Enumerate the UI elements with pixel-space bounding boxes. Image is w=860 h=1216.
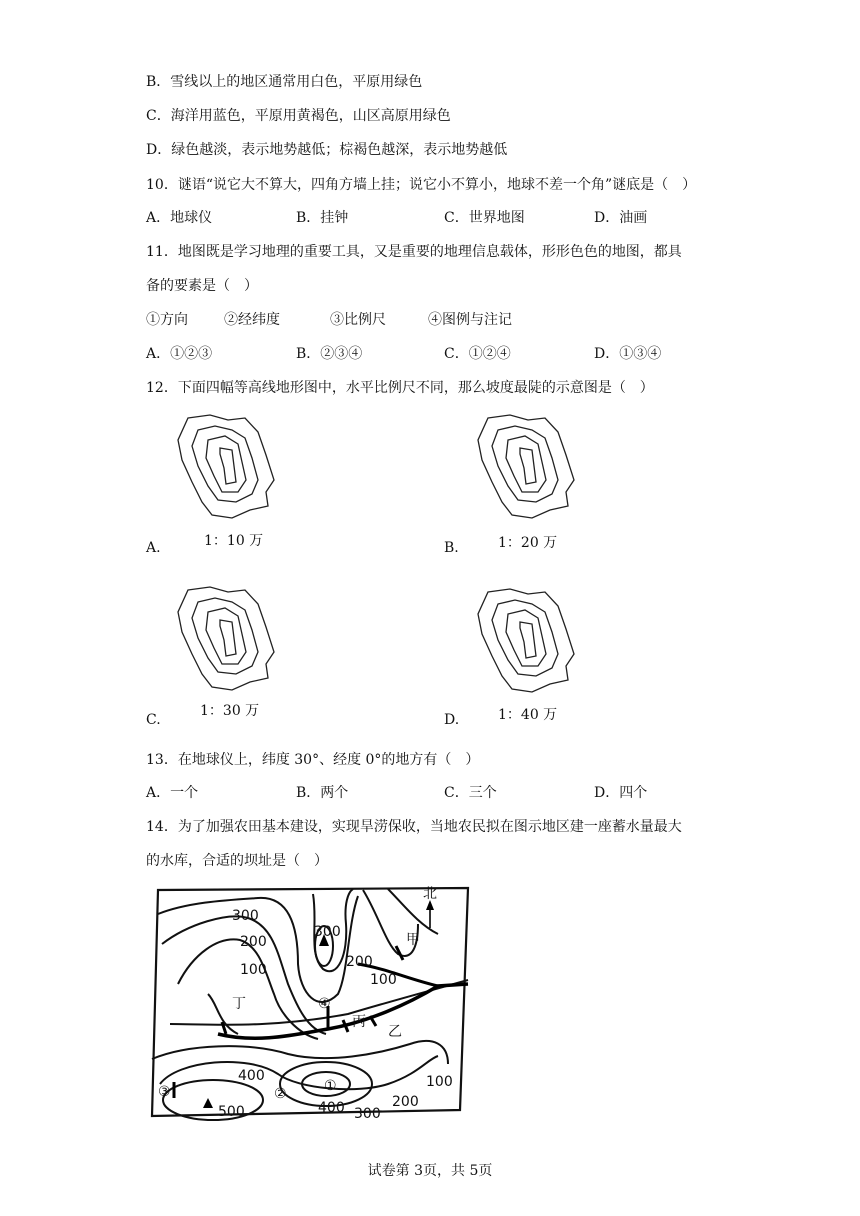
figure-letter-b: B.	[444, 540, 459, 556]
contour-label-400-right: 400	[318, 1100, 345, 1116]
q11-item-4: ④图例与注记	[428, 312, 512, 328]
contour-map-c	[170, 582, 280, 697]
q10-option-d: D．油画	[594, 210, 648, 226]
site-label-ding: 丁	[232, 996, 246, 1012]
figure-letter-a: A.	[146, 540, 161, 556]
contour-label-300-left: 300	[232, 908, 259, 924]
contour-map-d	[470, 584, 580, 699]
contour-label-200-mid: 200	[346, 954, 373, 970]
marker-3: ③	[158, 1084, 171, 1100]
q13-option-a: A．一个	[146, 785, 199, 801]
site-label-yi: 乙	[388, 1024, 402, 1040]
q11-option-a: A．①②③	[146, 346, 213, 362]
q13-option-b: B．两个	[296, 785, 349, 801]
q9-option-b: B．雪线以上的地区通常用白色，平原用绿色	[146, 74, 423, 90]
contour-label-100-left: 100	[240, 962, 267, 978]
topographic-map	[148, 884, 470, 1124]
contour-figure-c	[170, 582, 280, 697]
q10-stem: 10．谜语“说它大不算大，四角方墙上挂；说它小不算小，地球不差一个角”谜底是（ ）	[146, 177, 697, 193]
scale-label-a: 1：10 万	[204, 533, 264, 549]
q11-option-c: C．①②④	[444, 346, 511, 362]
site-label-bing: 丙	[352, 1014, 366, 1030]
north-label: 北	[423, 886, 437, 902]
q9-option-c: C．海洋用蓝色，平原用黄褐色，山区高原用绿色	[146, 108, 451, 124]
figure-letter-d: D.	[444, 712, 460, 728]
contour-figure-a	[170, 410, 280, 525]
contour-label-100-mid: 100	[370, 972, 397, 988]
contour-label-300-mid: 300	[314, 924, 341, 940]
page-footer: 试卷第 3页，共 5页	[367, 1163, 493, 1179]
topographic-map-svg	[148, 884, 470, 1124]
contour-map-b	[470, 410, 580, 525]
figure-letter-c: C.	[146, 712, 161, 728]
site-label-jia: 甲	[406, 932, 420, 948]
q13-option-c: C．三个	[444, 785, 497, 801]
contour-label-300-right: 300	[354, 1106, 381, 1122]
q13-option-d: D．四个	[594, 785, 648, 801]
marker-1: ①	[324, 1078, 337, 1094]
marker-4: ④	[318, 996, 331, 1012]
q14-stem-line1: 14．为了加强农田基本建设，实现旱涝保收，当地农民拟在图示地区建一座蓄水量最大	[146, 819, 682, 835]
q9-option-d: D．绿色越淡，表示地势越低；棕褐色越深，表示地势越低	[146, 142, 508, 158]
q11-item-3: ③比例尺	[330, 312, 386, 328]
contour-label-400-left: 400	[238, 1068, 265, 1084]
q13-stem: 13．在地球仪上，纬度 30°、经度 0°的地方有（ ）	[146, 752, 480, 768]
q14-stem-line2: 的水库，合适的坝址是（ ）	[146, 853, 328, 869]
contour-map-a	[170, 410, 280, 525]
q11-item-2: ②经纬度	[224, 312, 280, 328]
contour-label-100-right: 100	[426, 1074, 453, 1090]
q11-stem-line1: 11．地图既是学习地理的重要工具，又是重要的地理信息载体，形形色色的地图，都具	[146, 244, 682, 260]
contour-figure-d	[470, 584, 580, 699]
q11-item-1: ①方向	[146, 312, 188, 328]
q11-stem-line2: 备的要素是（ ）	[146, 278, 258, 294]
q12-stem: 12．下面四幅等高线地形图中，水平比例尺不同，那么坡度最陡的示意图是（ ）	[146, 380, 654, 396]
q10-option-a: A．地球仪	[146, 210, 213, 226]
scale-label-b: 1：20 万	[498, 535, 558, 551]
q10-option-c: C．世界地图	[444, 210, 525, 226]
q11-option-b: B．②③④	[296, 346, 363, 362]
contour-figure-b	[470, 410, 580, 525]
marker-2: ②	[274, 1086, 287, 1102]
q11-option-d: D．①③④	[594, 346, 662, 362]
scale-label-d: 1：40 万	[498, 707, 558, 723]
contour-label-200-right: 200	[392, 1094, 419, 1110]
contour-label-500: 500	[218, 1104, 245, 1120]
scale-label-c: 1：30 万	[200, 703, 260, 719]
q10-option-b: B．挂钟	[296, 210, 349, 226]
contour-label-200-left: 200	[240, 934, 267, 950]
